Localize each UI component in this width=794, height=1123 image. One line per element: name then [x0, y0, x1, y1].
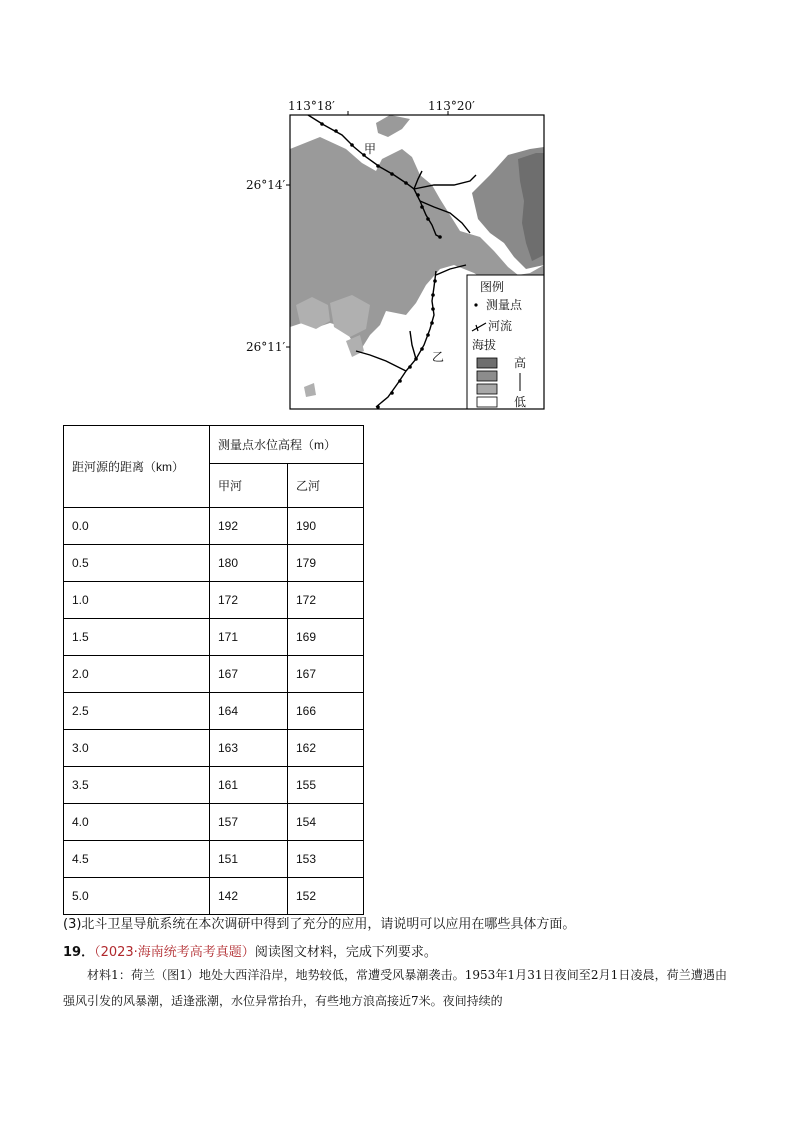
legend-swatch-mid: [477, 384, 497, 394]
table-row: [64, 841, 364, 878]
legend-swatch-highest: [477, 358, 497, 368]
cell-jia: 151: [210, 841, 288, 878]
map-figure: [238, 94, 550, 412]
cell-jia: 161: [210, 767, 288, 804]
legend-low-label: 低: [514, 395, 527, 409]
cell-jia: 142: [210, 878, 288, 915]
cell-distance: 2.5: [64, 693, 210, 730]
cell-distance: 3.5: [64, 767, 210, 804]
legend-swatch-high: [477, 371, 497, 381]
cell-yi: 166: [288, 693, 364, 730]
question-prompt: 阅读图文材料，完成下列要求。: [254, 945, 437, 960]
cell-distance: 1.0: [64, 582, 210, 619]
header-river-yi: 乙河: [288, 464, 364, 508]
lat-label-bottom: 26°11′: [246, 340, 286, 354]
cell-yi: 162: [288, 730, 364, 767]
cell-jia: 171: [210, 619, 288, 656]
lon-label-right: 113°20′: [428, 99, 475, 113]
cell-yi: 179: [288, 545, 364, 582]
cell-jia: 172: [210, 582, 288, 619]
cell-distance: 0.0: [64, 508, 210, 545]
cell-jia: 164: [210, 693, 288, 730]
cell-yi: 154: [288, 804, 364, 841]
cell-distance: 5.0: [64, 878, 210, 915]
question-number: 19．: [63, 945, 95, 960]
table-row: [64, 656, 364, 693]
cell-distance: 4.0: [64, 804, 210, 841]
question-19: [63, 941, 437, 960]
header-elevation: 测量点水位高程（m）: [210, 426, 364, 464]
legend-point-label: 测量点: [486, 298, 523, 312]
legend-high-label: 高: [514, 356, 527, 370]
cell-jia: 167: [210, 656, 288, 693]
cell-yi: 153: [288, 841, 364, 878]
table-body: [64, 508, 364, 915]
table-row: [64, 693, 364, 730]
table-row: [64, 730, 364, 767]
table-row: [64, 545, 364, 582]
cell-jia: 157: [210, 804, 288, 841]
question-source: （2023·海南统考高考真题）: [94, 945, 255, 960]
cell-yi: 167: [288, 656, 364, 693]
cell-jia: 163: [210, 730, 288, 767]
cell-distance: 4.5: [64, 841, 210, 878]
cell-yi: 169: [288, 619, 364, 656]
legend-elev-title: 海拔: [472, 338, 497, 352]
river-label-jia: 甲: [364, 142, 377, 156]
cell-yi: 155: [288, 767, 364, 804]
header-distance: 距河源的距离（km）: [64, 426, 210, 508]
question-3: (3)北斗卫星导航系统在本次调研中得到了充分的应用，请说明可以应用在哪些具体方面。: [63, 917, 576, 932]
cell-distance: 2.0: [64, 656, 210, 693]
header-river-jia: 甲河: [210, 464, 288, 508]
cell-jia: 192: [210, 508, 288, 545]
table-row: [64, 619, 364, 656]
cell-yi: 152: [288, 878, 364, 915]
table-row: [64, 508, 364, 545]
cell-distance: 0.5: [64, 545, 210, 582]
legend-title: 图例: [480, 280, 505, 294]
legend-river-label: 河流: [488, 319, 513, 333]
cell-distance: 1.5: [64, 619, 210, 656]
lat-label-top: 26°14′: [246, 178, 286, 192]
cell-jia: 180: [210, 545, 288, 582]
cell-yi: 172: [288, 582, 364, 619]
material-1-paragraph: 材料1：荷兰（图1）地处大西洋沿岸，地势较低，常遭受风暴潮袭击。1953年1月31日夜间至2月1日凌晨，荷兰遭遇由强风引发的风暴潮，适逢涨潮，水位异常抬升，有些地方浪高接近7米。夜间持续的: [63, 968, 727, 1008]
table-row: [64, 804, 364, 841]
table-row: [64, 582, 364, 619]
cell-distance: 3.0: [64, 730, 210, 767]
lon-label-left: 113°18′: [288, 99, 335, 113]
map-legend: [467, 275, 544, 409]
legend-point-icon: [474, 303, 477, 306]
river-label-yi: 乙: [432, 350, 445, 364]
cell-yi: 190: [288, 508, 364, 545]
table-row: [64, 767, 364, 804]
water-level-table: [63, 425, 364, 915]
legend-swatch-low: [477, 397, 497, 407]
table-row: [64, 878, 364, 915]
